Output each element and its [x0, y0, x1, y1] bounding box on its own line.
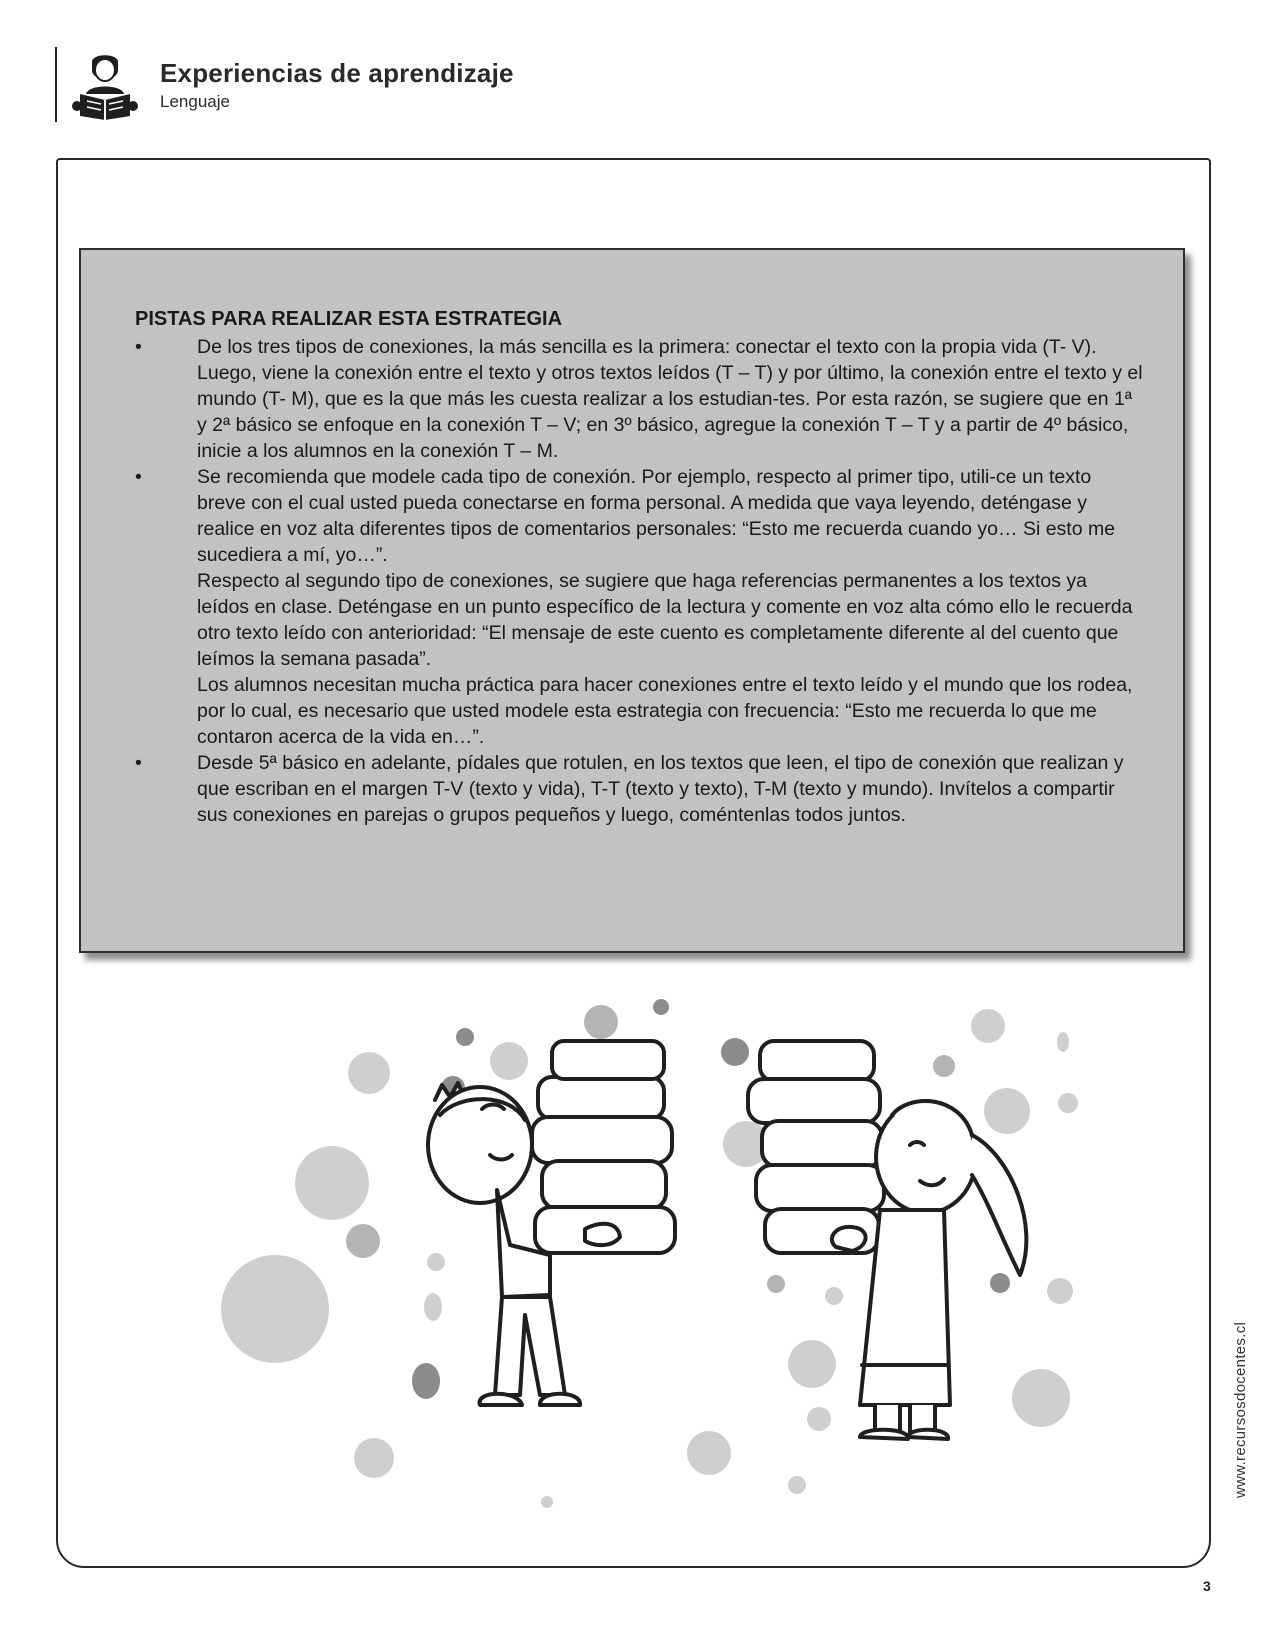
children-carrying-book-stacks-illustration — [220, 985, 1180, 1545]
tip-paragraph: Respecto al segundo tipo de conexiones, se sugiere que haga referencias permanentes a los textos ya leídos en clase. Deténgase en un punto específico de la lectura y comente en voz alta cómo ello le recuerda otro texto leído con anterioridad: “El mensaje de este cuento es completamente diferente al del cuento que leímos la semana pasada”. — [197, 570, 1133, 670]
tip-item — [133, 750, 1143, 828]
bullet: • — [135, 466, 142, 488]
tips-box — [79, 248, 1185, 953]
tip-paragraph: De los tres tipos de conexiones, la más sencilla es la primera: conectar el texto con la propia vida (T- V). Luego, viene la conexión entre el texto y otros textos leídos (T – T) y por último, la conexión entre el texto y el mundo (T- M), que es la que más les cuesta realizar a los estudian-tes. Por esta razón, se sugiere que en 1ª y 2ª básico se enfoque en la conexión T – V; en 3º básico, agregue la conexión T – T y a partir de 4º básico, inicie a los alumnos en la conexión T – M. — [197, 336, 1143, 462]
girl-figure — [748, 1041, 1026, 1439]
tip-item — [133, 334, 1143, 464]
bullet: • — [135, 752, 142, 774]
tip-paragraph: Se recomienda que modele cada tipo de conexión. Por ejemplo, respecto al primer tipo, utili-ce un texto breve con el cual usted pueda conectarse en forma personal. A medida que vaya leyendo, deténgase y realice en voz alta diferentes tipos de comentarios personales: “Esto me recuerda cuando yo… Si esto me sucediera a mí, yo…”. — [197, 466, 1116, 566]
tip-paragraph: Desde 5ª básico en adelante, pídales que rotulen, en los textos que leen, el tipo de conexión que realizan y que escriban en el margen T-V (texto y vida), T-T (texto y texto), T-M (texto y mundo). Invítelos a compartir sus conexiones en parejas o grupos pequeños y luego, coméntenlas todos juntos. — [197, 752, 1124, 826]
tips-list — [133, 334, 1143, 828]
student-reading-book-icon — [72, 48, 138, 120]
bullet: • — [135, 336, 142, 358]
tips-title: PISTAS PARA REALIZAR ESTA ESTRATEGIA — [135, 308, 563, 330]
tip-paragraph: Los alumnos necesitan mucha práctica para hacer conexiones entre el texto leído y el mundo que los rodea, por lo cual, es necesario que usted modele esta estrategia con frecuencia: “Esto me recuerda lo que me contaron acerca de la vida en…”. — [197, 674, 1133, 748]
header-subtitle: Lenguaje — [160, 92, 230, 111]
page-number: 3 — [1203, 1578, 1211, 1594]
boy-figure — [428, 1041, 675, 1405]
tip-item — [133, 464, 1143, 750]
header-divider — [55, 47, 57, 122]
side-url: www.recursosdocentes.cl — [1232, 1321, 1249, 1498]
header-title: Experiencias de aprendizaje — [160, 58, 514, 88]
